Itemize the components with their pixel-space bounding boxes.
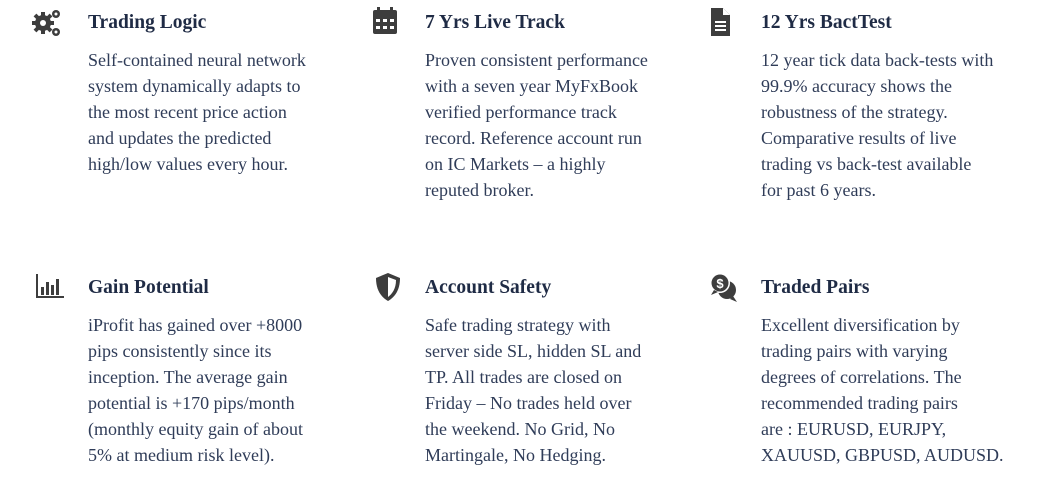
description-line: pips consistently since its [88,341,272,361]
description-line: degrees of correlations. The [761,367,962,387]
description-line: for past 6 years. [761,180,876,200]
feature-title: Traded Pairs [761,277,870,298]
feature-title: 12 Yrs BactTest [761,12,892,33]
description-line: Excellent diversification by [761,315,960,335]
description-line: recommended trading pairs [761,393,958,413]
description-line: Safe trading strategy with [425,315,611,335]
description-line: trading vs back-test available [761,154,972,174]
description-line: 99.9% accuracy shows the [761,76,952,96]
description-line: trading pairs with varying [761,341,948,361]
description-line: with a seven year MyFxBook [425,76,638,96]
description-line: server side SL, hidden SL and [425,341,642,361]
description-line: (monthly equity gain of about [88,419,303,439]
feature-description [88,312,303,468]
svg-text:$: $ [716,276,724,291]
description-line: reputed broker. [425,180,534,200]
description-line: 12 year tick data back-tests with [761,50,994,70]
description-line: Self-contained neural network [88,50,306,70]
feature-title: Gain Potential [88,277,209,298]
dollar-chat-icon [703,270,737,304]
description-line: the most recent price action [88,102,287,122]
feature-description [425,47,648,203]
description-line: robustness of the strategy. [761,102,948,122]
feature-description [761,312,1004,468]
description-line: system dynamically adapts to [88,76,301,96]
description-line: iProfit has gained over +8000 [88,315,303,335]
calendar-icon [367,5,401,39]
description-line: high/low values every hour. [88,154,288,174]
description-line: Friday – No trades held over [425,393,632,413]
feature-title: Account Safety [425,277,552,298]
feature-description [88,47,306,177]
feature-description [425,312,641,468]
description-line: XAUUSD, GBPUSD, AUDUSD. [761,445,1004,465]
shield-icon [367,270,401,304]
description-line: verified performance track [425,102,617,122]
description-line: inception. The average gain [88,367,288,387]
description-line: are : EURUSD, EURJPY, [761,419,947,439]
gears-icon [30,5,64,39]
description-line: and updates the predicted [88,128,272,148]
description-line: potential is +170 pips/month [88,393,295,413]
feature-title: 7 Yrs Live Track [425,12,565,33]
feature-title: Trading Logic [88,12,207,33]
description-line: Comparative results of live [761,128,957,148]
description-line: Proven consistent performance [425,50,648,70]
description-line: record. Reference account run [425,128,642,148]
feature-description [761,47,993,203]
description-line: 5% at medium risk level). [88,445,275,465]
bar-chart-icon [30,270,64,304]
document-icon [703,5,737,39]
description-line: on IC Markets – a highly [425,154,606,174]
description-line: Martingale, No Hedging. [425,445,606,465]
description-line: TP. All trades are closed on [425,367,622,387]
description-line: the weekend. No Grid, No [425,419,615,439]
